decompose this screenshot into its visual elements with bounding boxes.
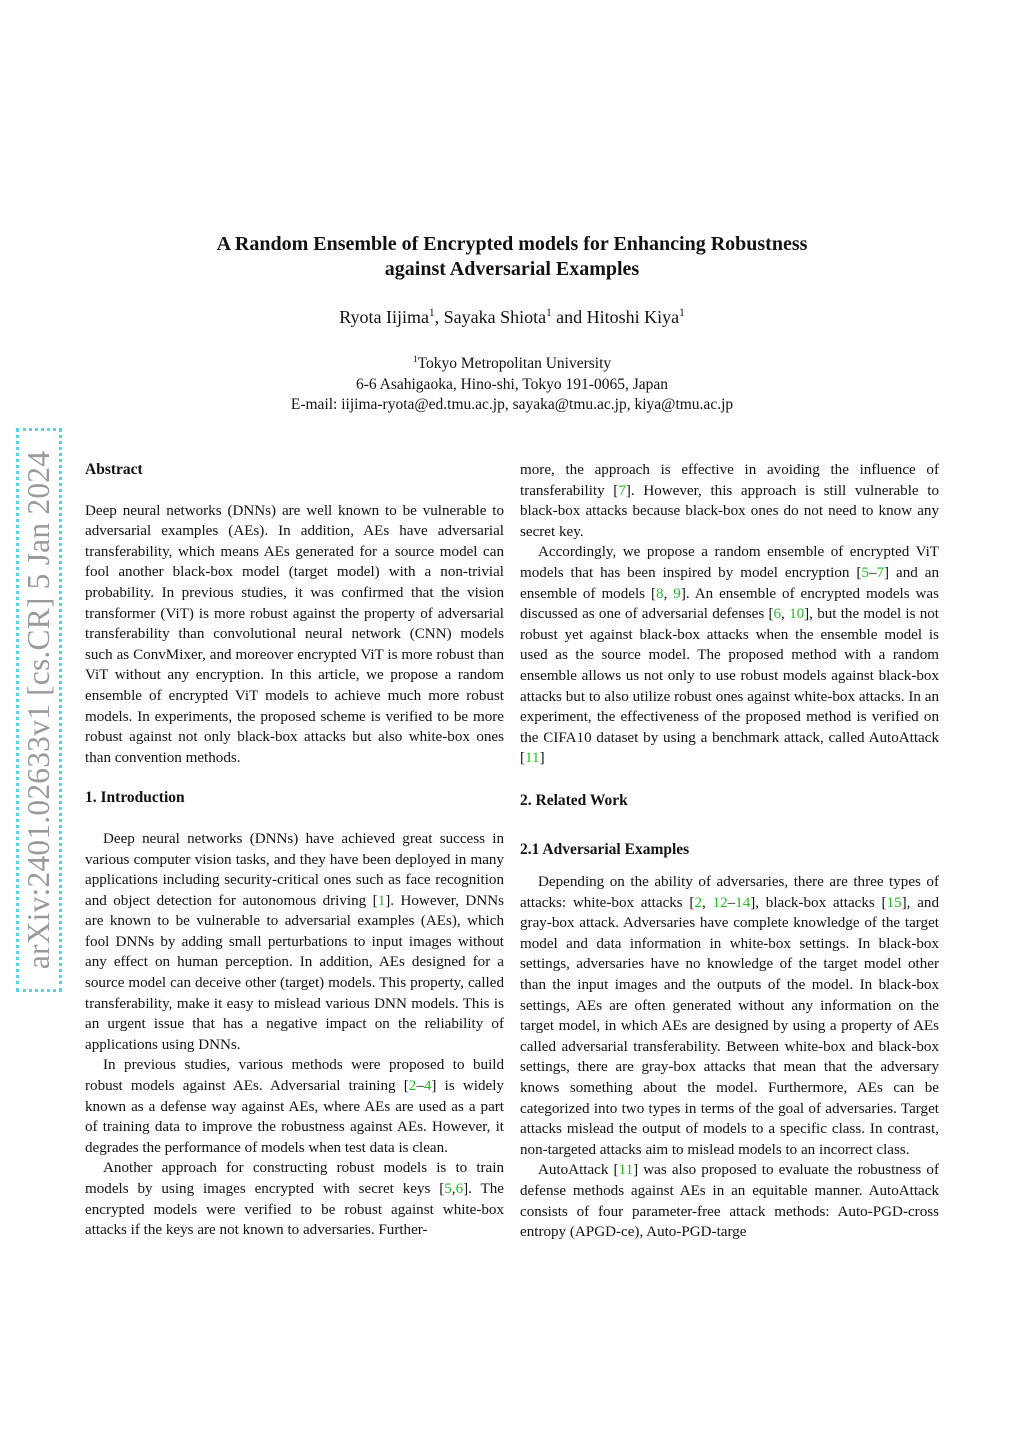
text-run: ,: [702, 894, 713, 911]
abstract-text: Deep neural networks (DNNs) are well known to be vulnerable to adversarial examples (AEs). In addition, AEs have adversarial transferability, which means AEs generated for a source model can fool another black-box model (target model) with a non-trivial probability. In previous studies, it was confirmed that the vision transformer (ViT) is more robust against the property of adversarial transferability than convolutional neural network (CNN) models such as ConvMixer, and moreover encrypted ViT is more robust than ViT without any encryption. In this article, we propose a random ensemble of encrypted ViT models to achieve much more robust models. In experiments, the proposed scheme is verified to be more robust against not only black-box attacks but also white-box ones than convention methods.: [85, 502, 504, 766]
author-separator: ,: [434, 307, 444, 327]
author-separator: and: [551, 307, 587, 327]
related-paragraph-1: [520, 872, 939, 1160]
text-run: ]. However, this approach is still vulnerable to black-box attacks because black-box ones do not need to know any secret key.: [520, 482, 939, 540]
author-name: Sayaka Shiota: [443, 307, 547, 327]
affiliation-address: 6-6 Asahigaoka, Hino-shi, Tokyo 191-0065, Japan: [355, 375, 669, 393]
title-line-2: against Adversarial Examples: [384, 258, 640, 280]
author-affil-mark: 1: [546, 307, 552, 319]
arxiv-stamp: [16, 428, 62, 992]
citation-link[interactable]: 10: [789, 606, 805, 623]
text-run: ] was also proposed to evaluate the robustness of defense methods against AEs in an equitable manner. AutoAttack consists of four parameter-free attack methods: Auto-PGD-cross entropy (APGD-ce), Auto-PGD-targe: [520, 1162, 939, 1241]
text-run: –: [727, 894, 736, 911]
text-run: ] is widely known as a defense way against AEs, where AEs are used as a part of training data to improve the robustness against AEs. However, it degrades the performance of models when test data is clean.: [85, 1078, 504, 1156]
citation-link[interactable]: 15: [886, 894, 902, 911]
text-run: Depending on the ability of adversaries, there are three types of attacks: white-box attacks [: [520, 874, 939, 911]
text-run: ]. An ensemble of encrypted models was discussed as one of adversarial defenses [: [520, 585, 940, 623]
text-run: –: [416, 1078, 424, 1095]
related-paragraph-2: [520, 1160, 939, 1242]
related-work-heading: 2. Related Work: [520, 791, 628, 809]
text-run: more, the approach is effective in avoiding the influence of transferability [: [520, 462, 939, 499]
citation-link[interactable]: 11: [618, 1162, 634, 1179]
citation-link[interactable]: 11: [525, 750, 540, 767]
left-column: [85, 460, 504, 1241]
text-run: Accordingly, we propose a random ensemble of encrypted ViT models that has been inspired by model encryption [: [520, 544, 939, 581]
intro-paragraph-3-continued: [520, 460, 939, 542]
title-line-1: A Random Ensemble of Encrypted models for Enhancing Robustness: [216, 233, 808, 255]
intro-paragraph-2: [85, 1055, 504, 1158]
citation-link[interactable]: 6: [773, 606, 782, 623]
text-run: ], black-box attacks [: [750, 894, 887, 911]
intro-paragraph-4: [520, 542, 939, 769]
text-run: –: [868, 564, 877, 581]
affiliation-block: [150, 354, 874, 416]
affiliation-institution-line: [150, 354, 874, 375]
citation-link[interactable]: 2: [694, 894, 702, 911]
intro-paragraph-3: [85, 1158, 504, 1240]
text-run: ] and an ensemble of models [: [520, 564, 939, 602]
citation-link[interactable]: 5: [444, 1181, 452, 1197]
paper-title: [150, 232, 874, 282]
affiliation-institution: Tokyo Metropolitan University: [417, 355, 612, 372]
text-run: ]: [539, 750, 545, 767]
text-run: In previous studies, various methods were proposed to build robust models against AEs. Adversarial training [: [85, 1057, 504, 1095]
citation-link[interactable]: 6: [455, 1181, 464, 1197]
affiliation-email: E-mail: iijima-ryota@ed.tmu.ac.jp, sayaka@tmu.ac.jp, kiya@tmu.ac.jp: [290, 396, 734, 413]
text-run: ,: [781, 606, 790, 623]
citation-link[interactable]: 9: [673, 585, 681, 602]
citation-link[interactable]: 14: [735, 894, 751, 911]
text-run: ,: [451, 1181, 456, 1197]
author-list: [150, 305, 874, 329]
citation-link[interactable]: 1: [377, 892, 386, 909]
text-run: ], but the model is not robust yet against black-box attacks when the ensemble model is used as the source model. The proposed method with a random ensemble allows us not only to use robust models against black-box attacks but to also utilize robust ones against white-box attacks. In an experiment, the effectiveness of the proposed method is verified on the CIFA10 dataset by using a benchmark attack, called AutoAttack [: [520, 606, 940, 767]
intro-heading: 1. Introduction: [85, 789, 185, 807]
text-run: ], and gray-box attack. Adversaries have complete knowledge of the target model and data information in white-box settings. In black-box settings, adversaries have no knowledge of the target model other than the input images and the outputs of the model. In black-box settings, AEs are often generated without any information on the target model, in which AEs are designed by using a property of AEs called adversarial transferability. Between white-box and black-box settings, there are gray-box attacks that mean that the adversary knows something about the model. Furthermore, AEs can be categorized into two types in terms of the goal of adversaries. Target attacks mislead the output of models to a specific class. In contrast, non-targeted attacks aim to mislead models to an incorrect class.: [520, 894, 939, 1158]
citation-link[interactable]: 8: [656, 585, 664, 602]
citation-link[interactable]: 2: [408, 1078, 417, 1095]
citation-link[interactable]: 7: [876, 564, 885, 581]
abstract-heading: Abstract: [85, 461, 143, 478]
author-affil-mark: 1: [679, 307, 685, 319]
author-affil-mark: 1: [429, 307, 435, 319]
author-name: Ryota Iijima: [339, 307, 430, 327]
citation-link[interactable]: 5: [861, 564, 869, 581]
citation-link[interactable]: 12: [712, 894, 728, 911]
text-run: ]. However, DNNs are known to be vulnerable to adversarial examples (AEs), which fool DNNs by adding small perturbations to input images without any effect on human perception. In addition, AEs designed for a source model can deceive other (target) models. This property, called transferability, make it easy to mislead various DNN models. This is an urgent issue that has a negative impact on the reliability of applications using DNNs.: [85, 892, 504, 1053]
adversarial-examples-subheading: 2.1 Adversarial Examples: [520, 840, 690, 858]
intro-paragraph-1: [85, 829, 504, 1056]
right-column: [520, 460, 939, 1243]
citation-link[interactable]: 4: [423, 1078, 432, 1095]
text-run: AutoAttack [: [538, 1162, 619, 1179]
author-name: Hitoshi Kiya: [586, 307, 680, 327]
citation-link[interactable]: 7: [618, 482, 626, 499]
text-run: ,: [663, 585, 674, 602]
text-run: Deep neural networks (DNNs) have achieved great success in various computer vision tasks, and they have been deployed in many applications including security-critical ones such as face recognition and object detection for autonomous driving [: [85, 830, 504, 909]
text-run: Another approach for constructing robust models is to train models by using images encrypted with secret keys [: [85, 1160, 504, 1197]
affiliation-mark: 1: [412, 353, 418, 365]
text-run: ]. The encrypted models were verified to be robust against white-box attacks if the keys are not known to adversaries. Further-: [85, 1181, 504, 1239]
arxiv-stamp-text: arXiv:2401.02633v1 [cs.CR] 5 Jan 2024: [21, 450, 56, 970]
